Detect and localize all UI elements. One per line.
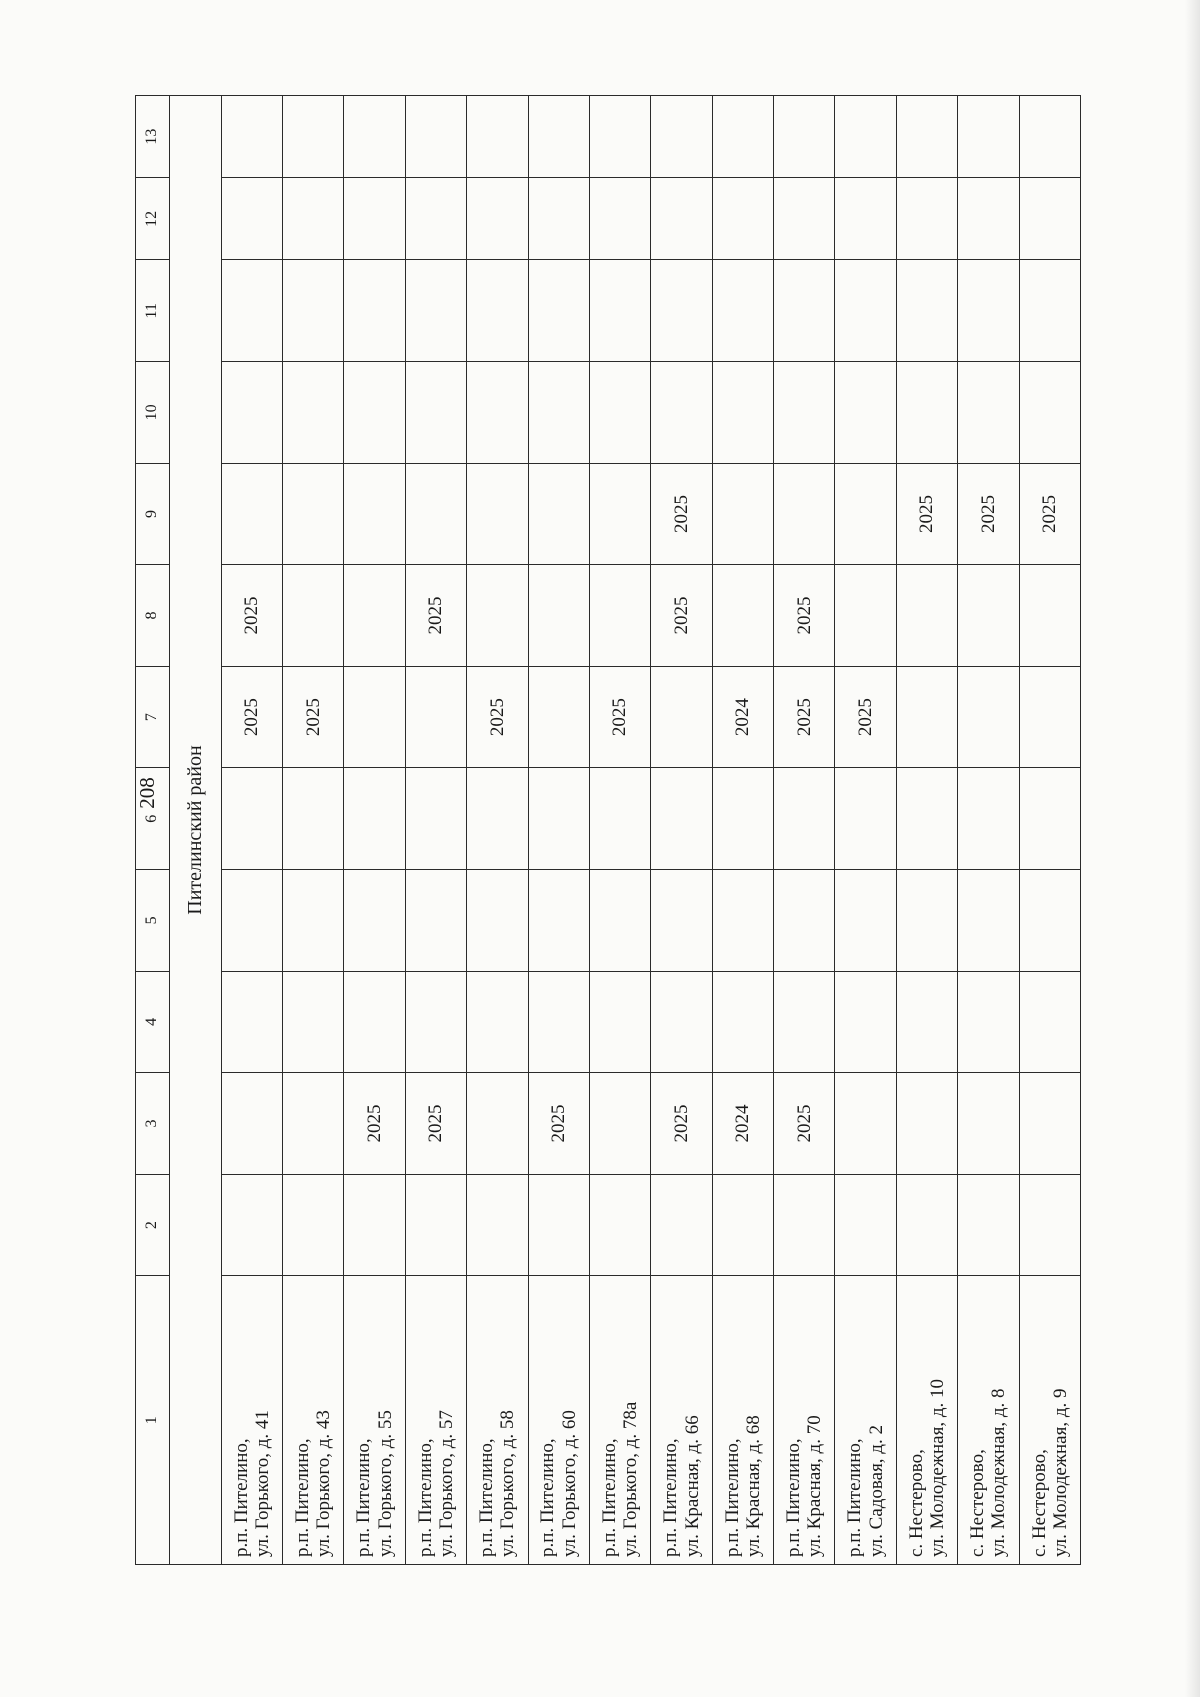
year-cell — [651, 971, 712, 1073]
year-cell — [835, 971, 896, 1073]
year-cell — [344, 362, 405, 464]
year-cell — [589, 971, 650, 1073]
year-cell — [283, 178, 344, 260]
scan-edge-shadow — [1185, 0, 1200, 1697]
year-cell: 2025 — [896, 463, 957, 565]
year-cell — [283, 96, 344, 178]
year-cell — [221, 1174, 282, 1276]
address-cell — [1019, 1276, 1080, 1565]
year-cell — [467, 870, 528, 972]
year-cell — [651, 96, 712, 178]
table-row — [774, 96, 835, 1565]
year-cell — [405, 178, 466, 260]
year-cell — [958, 96, 1019, 178]
year-cell — [958, 768, 1019, 870]
year-cell — [467, 971, 528, 1073]
address-cell — [221, 1276, 282, 1565]
year-cell — [896, 565, 957, 667]
year-cell — [896, 362, 957, 464]
year-cell — [528, 971, 589, 1073]
table-row — [221, 96, 282, 1565]
year-cell — [651, 260, 712, 362]
year-cell: 2025 — [774, 565, 835, 667]
address-street: ул. Молодежная, д. 9 — [1049, 1388, 1071, 1557]
year-cell — [283, 870, 344, 972]
year-cell — [651, 362, 712, 464]
year-cell — [835, 1174, 896, 1276]
year-cell — [958, 666, 1019, 768]
year-cell — [896, 260, 957, 362]
year-cell — [221, 971, 282, 1073]
year-cell — [344, 96, 405, 178]
address-settlement: р.п. Пителино, — [476, 1438, 498, 1557]
year-cell — [221, 96, 282, 178]
year-cell — [528, 565, 589, 667]
year-cell — [651, 768, 712, 870]
year-cell — [221, 260, 282, 362]
year-cell — [344, 565, 405, 667]
year-cell — [896, 1073, 957, 1175]
year-cell — [528, 260, 589, 362]
address-street: ул. Молодежная, д. 8 — [988, 1388, 1010, 1557]
year-cell — [467, 565, 528, 667]
year-cell — [221, 1073, 282, 1175]
page-number: 208 — [135, 777, 159, 809]
column-number-cell: 11 — [136, 260, 170, 362]
address-street: ул. Горького, д. 78а — [620, 1401, 642, 1557]
address-cell — [835, 1276, 896, 1565]
address-cell — [774, 1276, 835, 1565]
address-settlement: р.п. Пителино, — [230, 1438, 252, 1557]
address-street: ул. Горького, д. 58 — [497, 1410, 519, 1557]
column-number-cell: 4 — [136, 971, 170, 1073]
year-cell — [221, 178, 282, 260]
address-settlement: р.п. Пителино, — [414, 1438, 436, 1557]
address-settlement: р.п. Пителино, — [291, 1438, 313, 1557]
year-cell — [1019, 971, 1080, 1073]
year-cell — [958, 971, 1019, 1073]
year-cell — [835, 96, 896, 178]
year-cell — [896, 178, 957, 260]
address-cell — [589, 1276, 650, 1565]
address-street: ул. Красная, д. 66 — [681, 1415, 703, 1557]
table-row — [896, 96, 957, 1565]
year-cell — [835, 362, 896, 464]
table-row — [405, 96, 466, 1565]
table-row — [835, 96, 896, 1565]
year-cell: 2024 — [712, 1073, 773, 1175]
year-cell — [774, 870, 835, 972]
year-cell — [283, 768, 344, 870]
table-rotation-wrapper — [135, 95, 1081, 1565]
year-cell: 2025 — [344, 1073, 405, 1175]
year-cell: 2025 — [774, 666, 835, 768]
year-cell: 2025 — [405, 565, 466, 667]
year-cell — [283, 260, 344, 362]
year-cell — [344, 870, 405, 972]
year-cell — [896, 870, 957, 972]
year-cell — [283, 971, 344, 1073]
year-cell — [1019, 178, 1080, 260]
address-cell — [467, 1276, 528, 1565]
address-cell — [405, 1276, 466, 1565]
address-street: ул. Горького, д. 57 — [436, 1410, 457, 1557]
year-cell — [528, 768, 589, 870]
year-cell — [712, 565, 773, 667]
year-cell: 2025 — [774, 1073, 835, 1175]
year-cell: 2025 — [589, 666, 650, 768]
year-cell — [896, 971, 957, 1073]
column-number-cell: 6 — [136, 768, 170, 870]
year-cell — [958, 260, 1019, 362]
year-cell — [344, 1174, 405, 1276]
schedule-table — [135, 95, 1081, 1565]
year-cell — [589, 463, 650, 565]
year-cell — [467, 463, 528, 565]
year-cell — [835, 768, 896, 870]
table-row — [589, 96, 650, 1565]
table-row — [651, 96, 712, 1565]
address-settlement: р.п. Пителино, — [782, 1438, 804, 1557]
year-cell: 2024 — [712, 666, 773, 768]
address-street: ул. Горького, д. 43 — [313, 1410, 335, 1557]
year-cell — [589, 178, 650, 260]
year-cell — [958, 362, 1019, 464]
year-cell — [405, 971, 466, 1073]
year-cell — [405, 870, 466, 972]
year-cell — [283, 362, 344, 464]
year-cell — [221, 362, 282, 464]
year-cell — [405, 260, 466, 362]
column-number-row — [136, 96, 170, 1565]
year-cell — [774, 178, 835, 260]
year-cell — [405, 96, 466, 178]
year-cell — [528, 362, 589, 464]
year-cell — [1019, 768, 1080, 870]
year-cell — [221, 870, 282, 972]
year-cell — [774, 96, 835, 178]
column-number-cell: 12 — [136, 178, 170, 260]
year-cell — [528, 463, 589, 565]
year-cell — [958, 178, 1019, 260]
year-cell — [344, 768, 405, 870]
column-number-cell: 1 — [136, 1276, 170, 1565]
year-cell — [405, 1174, 466, 1276]
year-cell: 2025 — [958, 463, 1019, 565]
year-cell — [712, 362, 773, 464]
column-number-cell: 10 — [136, 362, 170, 464]
year-cell — [958, 1073, 1019, 1175]
year-cell — [221, 463, 282, 565]
year-cell — [651, 1174, 712, 1276]
year-cell — [651, 666, 712, 768]
year-cell — [651, 178, 712, 260]
address-street: ул. Молодежная, д. 10 — [927, 1379, 948, 1557]
year-cell — [344, 260, 405, 362]
year-cell: 2025 — [467, 666, 528, 768]
address-cell — [283, 1276, 344, 1565]
year-cell — [774, 768, 835, 870]
table-row — [1019, 96, 1080, 1565]
year-cell — [774, 463, 835, 565]
column-number-cell: 2 — [136, 1174, 170, 1276]
address-cell — [896, 1276, 957, 1565]
year-cell — [1019, 1174, 1080, 1276]
year-cell — [896, 768, 957, 870]
year-cell: 2025 — [835, 666, 896, 768]
year-cell — [1019, 870, 1080, 972]
address-settlement: р.п. Пителино, — [353, 1438, 375, 1557]
year-cell — [589, 565, 650, 667]
year-cell — [589, 1073, 650, 1175]
column-number-cell: 8 — [136, 565, 170, 667]
year-cell — [405, 362, 466, 464]
year-cell: 2025 — [1019, 463, 1080, 565]
address-street: ул. Горького, д. 41 — [251, 1410, 273, 1557]
address-settlement: р.п. Пителино, — [537, 1438, 559, 1557]
year-cell — [712, 768, 773, 870]
address-street: ул. Красная, д. 70 — [804, 1415, 826, 1557]
year-cell: 2025 — [651, 565, 712, 667]
address-settlement: р.п. Пителино, — [844, 1438, 866, 1557]
table-row — [528, 96, 589, 1565]
year-cell — [896, 666, 957, 768]
year-cell — [712, 463, 773, 565]
table-body — [136, 96, 1081, 1565]
year-cell — [835, 1073, 896, 1175]
year-cell — [467, 1073, 528, 1175]
address-settlement: р.п. Пителино, — [721, 1438, 743, 1557]
year-cell — [528, 178, 589, 260]
column-number-cell: 5 — [136, 870, 170, 972]
column-number-cell: 9 — [136, 463, 170, 565]
year-cell — [221, 768, 282, 870]
year-cell — [1019, 96, 1080, 178]
address-street: ул. Горького, д. 55 — [374, 1410, 396, 1557]
year-cell — [835, 260, 896, 362]
year-cell — [344, 666, 405, 768]
year-cell — [589, 870, 650, 972]
address-cell — [528, 1276, 589, 1565]
year-cell — [589, 362, 650, 464]
year-cell: 2025 — [528, 1073, 589, 1175]
table-row — [467, 96, 528, 1565]
year-cell — [405, 666, 466, 768]
year-cell — [896, 1174, 957, 1276]
year-cell — [405, 463, 466, 565]
year-cell: 2025 — [405, 1073, 466, 1175]
year-cell — [712, 870, 773, 972]
year-cell — [405, 768, 466, 870]
year-cell — [774, 1174, 835, 1276]
year-cell — [283, 565, 344, 667]
year-cell — [467, 1174, 528, 1276]
address-settlement: с. Нестерово, — [967, 1449, 989, 1557]
year-cell — [712, 1174, 773, 1276]
year-cell — [528, 870, 589, 972]
column-number-cell: 7 — [136, 666, 170, 768]
year-cell: 2025 — [221, 565, 282, 667]
year-cell — [835, 463, 896, 565]
year-cell — [1019, 362, 1080, 464]
year-cell — [589, 260, 650, 362]
year-cell — [283, 463, 344, 565]
year-cell: 2025 — [651, 463, 712, 565]
year-cell — [467, 768, 528, 870]
year-cell — [589, 1174, 650, 1276]
year-cell — [835, 565, 896, 667]
year-cell — [1019, 565, 1080, 667]
year-cell — [1019, 260, 1080, 362]
year-cell — [651, 870, 712, 972]
address-cell — [712, 1276, 773, 1565]
address-cell — [651, 1276, 712, 1565]
address-street: ул. Садовая, д. 2 — [865, 1425, 887, 1557]
year-cell — [589, 768, 650, 870]
year-cell — [467, 178, 528, 260]
year-cell — [712, 260, 773, 362]
table-row — [958, 96, 1019, 1565]
address-settlement: с. Нестерово, — [905, 1449, 927, 1557]
address-street: ул. Горького, д. 60 — [558, 1410, 580, 1557]
year-cell — [774, 260, 835, 362]
year-cell — [774, 971, 835, 1073]
address-cell — [958, 1276, 1019, 1565]
year-cell — [283, 1073, 344, 1175]
address-settlement: р.п. Пителино, — [598, 1438, 620, 1557]
address-cell — [344, 1276, 405, 1565]
year-cell — [467, 362, 528, 464]
year-cell — [344, 178, 405, 260]
year-cell — [467, 96, 528, 178]
year-cell — [712, 96, 773, 178]
year-cell — [467, 260, 528, 362]
year-cell: 2025 — [283, 666, 344, 768]
year-cell — [774, 362, 835, 464]
year-cell — [958, 870, 1019, 972]
table-container — [135, 95, 1081, 1565]
year-cell — [344, 971, 405, 1073]
year-cell: 2025 — [221, 666, 282, 768]
year-cell — [896, 96, 957, 178]
year-cell: 2025 — [651, 1073, 712, 1175]
region-heading: Пителинский район — [169, 96, 221, 1565]
year-cell — [589, 96, 650, 178]
year-cell — [344, 463, 405, 565]
year-cell — [283, 1174, 344, 1276]
column-number-cell: 13 — [136, 96, 170, 178]
region-row — [169, 96, 221, 1565]
year-cell — [835, 870, 896, 972]
table-row — [712, 96, 773, 1565]
year-cell — [958, 1174, 1019, 1276]
year-cell — [528, 666, 589, 768]
table-row — [283, 96, 344, 1565]
year-cell — [528, 1174, 589, 1276]
year-cell — [528, 96, 589, 178]
table-row — [344, 96, 405, 1565]
year-cell — [1019, 1073, 1080, 1175]
year-cell — [958, 565, 1019, 667]
column-number-cell: 3 — [136, 1073, 170, 1175]
year-cell — [712, 178, 773, 260]
address-settlement: с. Нестерово, — [1028, 1449, 1050, 1557]
address-street: ул. Красная, д. 68 — [742, 1415, 764, 1557]
address-settlement: р.п. Пителино, — [660, 1438, 682, 1557]
year-cell — [835, 178, 896, 260]
year-cell — [1019, 666, 1080, 768]
year-cell — [712, 971, 773, 1073]
